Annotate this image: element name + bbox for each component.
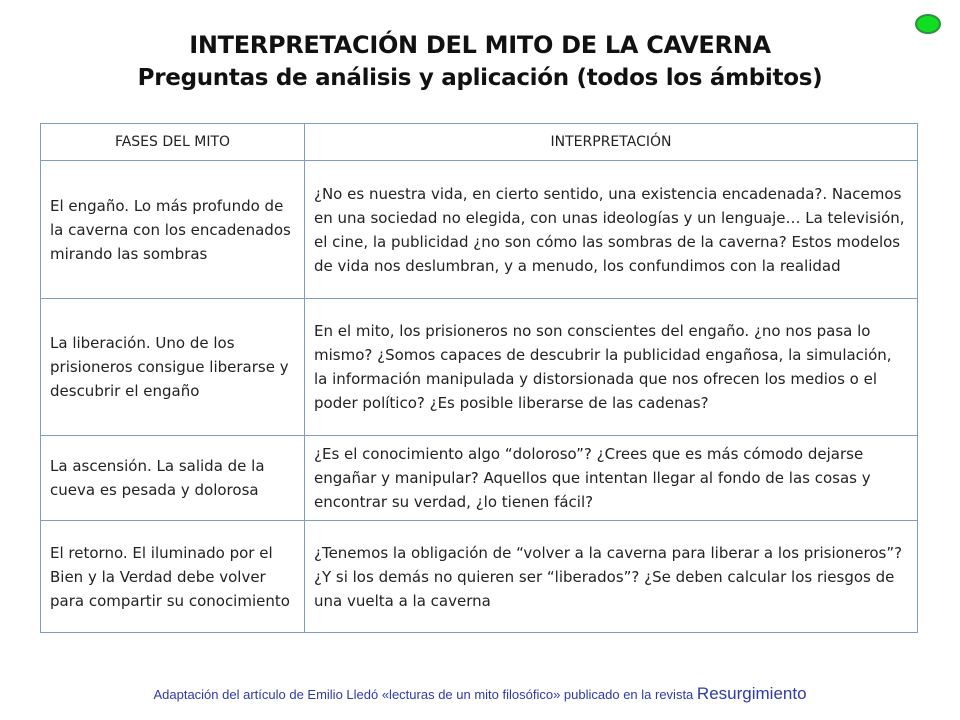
column-header-interpretation: INTERPRETACIÓN bbox=[305, 124, 918, 161]
interpretation-cell: ¿Tenemos la obligación de “volver a la caverna para liberar a los prisioneros”? ¿Y si los demás no quieren ser “liberados”? ¿Se deben calcular los riesgos de una vuelta a la caverna bbox=[305, 521, 918, 633]
magazine-name: Resurgimiento bbox=[696, 684, 807, 703]
interpretation-cell: ¿Es el conocimiento algo “doloroso”? ¿Crees que es más cómodo dejarse engañar y manipular? Aquellos que intentan llegar al fondo de las cosas y encontrar su verdad, ¿lo tienen fácil? bbox=[305, 436, 918, 521]
interpretation-cell: ¿No es nuestra vida, en cierto sentido, una existencia encadenada?. Nacemos en una sociedad no elegida, con unas ideologías y un lenguaje… La televisión, el cine, la publicidad ¿no son cómo las sombras de la caverna? Estos modelos de vida nos deslumbran, y a menudo, los confundimos con la realidad bbox=[305, 161, 918, 299]
footer-citation bbox=[0, 684, 960, 704]
phase-cell: La liberación. Uno de los prisioneros consigue liberarse y descubrir el engaño bbox=[41, 299, 305, 436]
phase-cell: El engaño. Lo más profundo de la caverna con los encadenados mirando las sombras bbox=[41, 161, 305, 299]
phase-cell: La ascensión. La salida de la cueva es pesada y dolorosa bbox=[41, 436, 305, 521]
header bbox=[0, 28, 960, 94]
footer-text: Adaptación del artículo de Emilio Lledó «lecturas de un mito filosófico» publicado en la revista bbox=[153, 687, 694, 702]
table-row bbox=[41, 299, 918, 436]
table-row bbox=[41, 161, 918, 299]
interpretation-cell: En el mito, los prisioneros no son conscientes del engaño. ¿no nos pasa lo mismo? ¿Somos capaces de descubrir la publicidad engañosa, la simulación, la información manipulada y distorsionada que nos ofrecen los medios o el poder político? ¿Es posible liberarse de las cadenas? bbox=[305, 299, 918, 436]
table-row bbox=[41, 521, 918, 633]
table-row bbox=[41, 436, 918, 521]
column-header-phases: FASES DEL MITO bbox=[41, 124, 305, 161]
myth-table bbox=[40, 123, 918, 633]
phase-cell: El retorno. El iluminado por el Bien y la Verdad debe volver para compartir su conocimiento bbox=[41, 521, 305, 633]
page-title: INTERPRETACIÓN DEL MITO DE LA CAVERNA bbox=[189, 31, 771, 59]
page-subtitle: Preguntas de análisis y aplicación (todos los ámbitos) bbox=[137, 65, 823, 91]
table-header-row bbox=[41, 124, 918, 161]
